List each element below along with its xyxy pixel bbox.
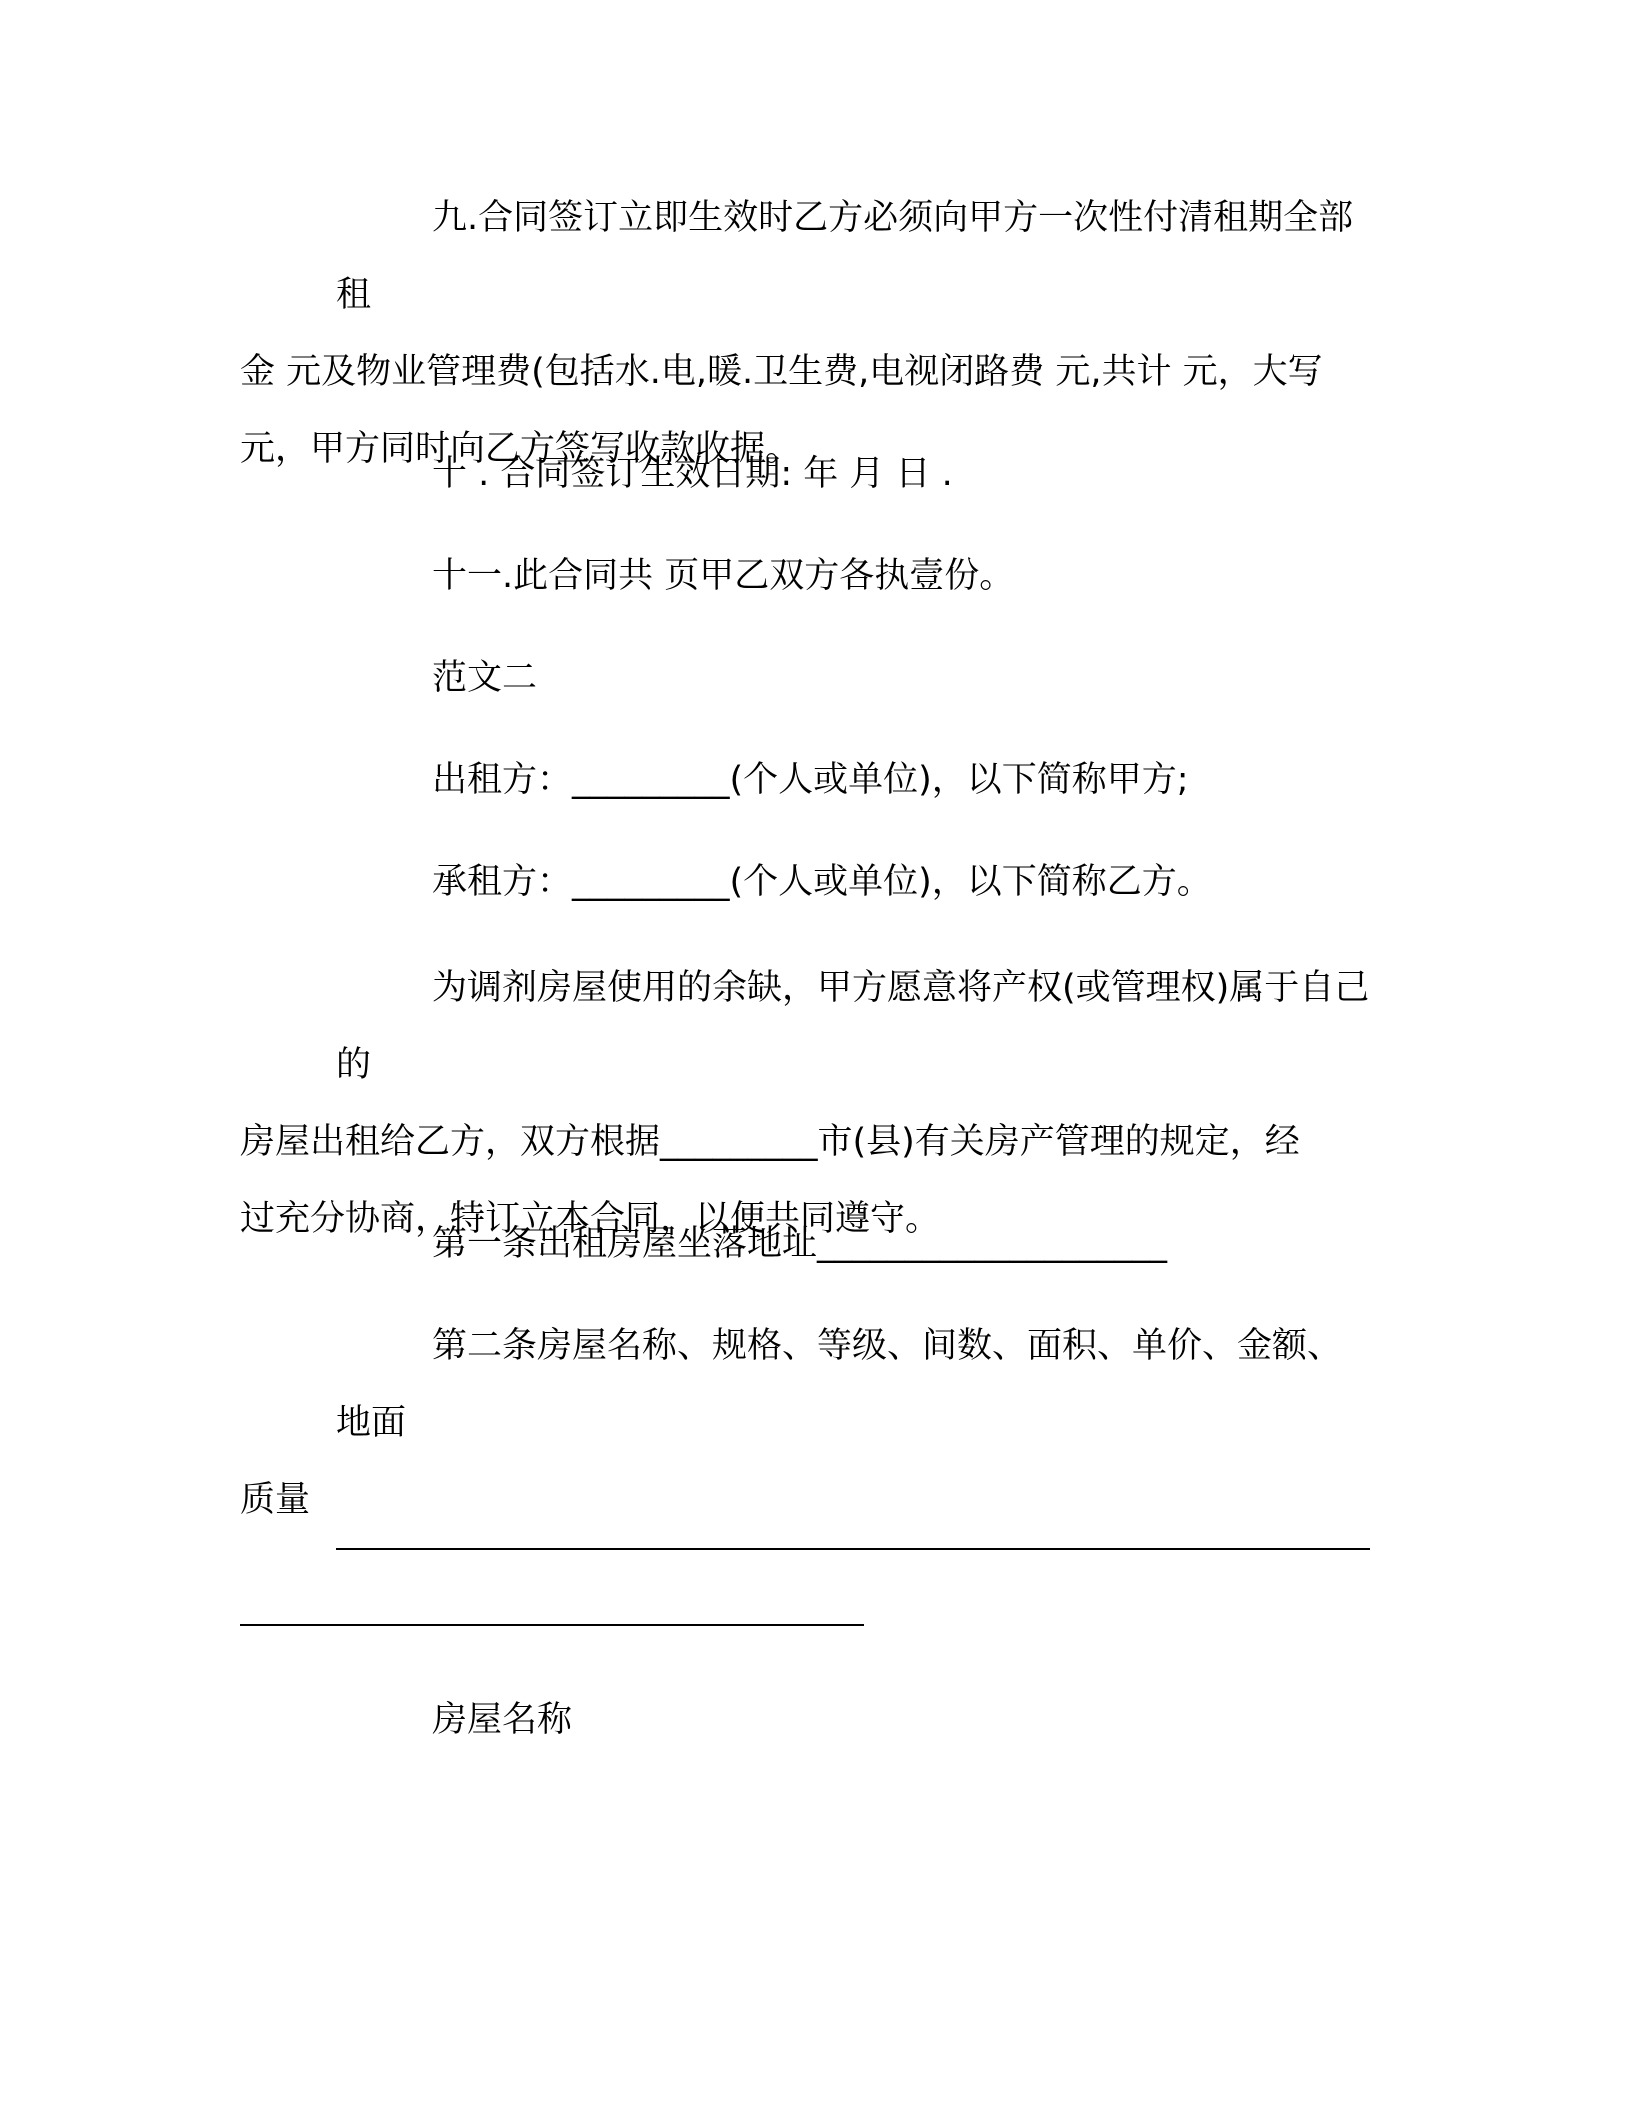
text-line: 承租方：_________(个人或单位)，以下简称乙方。 [432, 862, 1212, 902]
text-line: 第二条房屋名称、规格、等级、间数、面积、单价、金额、地面 [336, 1326, 1343, 1443]
text-line: 为调剂房屋使用的余缺，甲方愿意将产权(或管理权)属于自己的 [336, 968, 1370, 1085]
article-two [240, 1308, 1370, 1539]
blank-line [336, 1548, 1370, 1550]
text-line: 九.合同签订立即生效时乙方必须向甲方一次性付清租期全部租 [336, 198, 1354, 315]
lessee-line [240, 844, 1370, 921]
text-line: 出租方：_________(个人或单位)，以下简称甲方; [432, 760, 1189, 800]
text-line: 质量 [240, 1480, 311, 1520]
text-line: 第一条出租房屋坐落地址____________________ [432, 1224, 1168, 1264]
text-line: 金 元及物业管理费(包括水.电,暖.卫生费,电视闭路费 元,共计 元，大写 [240, 352, 1323, 392]
blank-line [240, 1624, 864, 1626]
clause-eleven [240, 538, 1370, 615]
text-line: 十 . 合同签订生效日期: 年 月 日 . [432, 454, 953, 494]
text-line: 十一.此合同共 页甲乙双方各执壹份。 [432, 556, 1015, 596]
text-line: 过充分协商，特订立本合同，以便共同遵守。 [240, 1199, 941, 1239]
house-name-label [240, 1682, 1370, 1759]
text-line: 元，甲方同时向乙方签写收款收据。 [240, 429, 801, 469]
section-heading [240, 640, 1370, 717]
text-line: 房屋名称 [432, 1700, 573, 1740]
text-line: 房屋出租给乙方，双方根据_________市(县)有关房产管理的规定，经 [240, 1122, 1300, 1162]
text-line: 范文二 [432, 658, 538, 698]
article-one [240, 1206, 1370, 1283]
clause-ten [240, 436, 1370, 513]
lessor-line [240, 742, 1370, 819]
